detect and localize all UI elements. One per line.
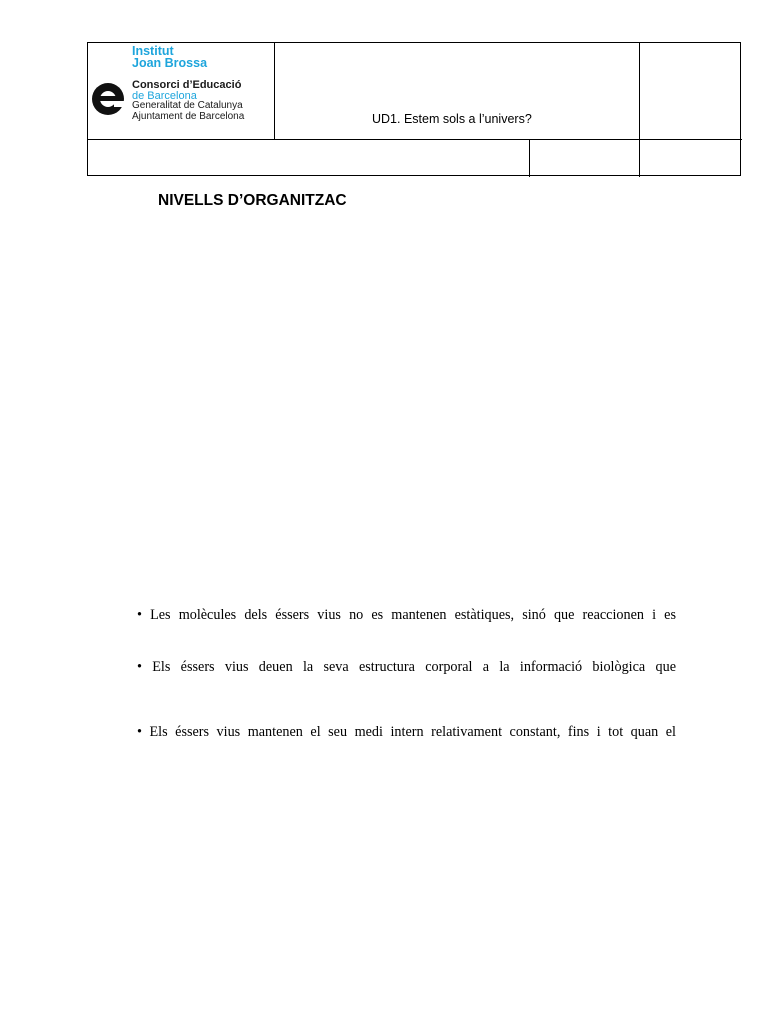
bullet-item: • Els éssers vius deuen la seva estructura corporal a la informació biològica que: [137, 659, 676, 675]
logo-consorci-line1: Consorci d’Educació: [132, 79, 242, 91]
consorci-e-icon: [90, 81, 126, 117]
logo-generalitat: Generalitat de Catalunya: [132, 100, 243, 111]
logo-consorci-line2: de Barcelona: [132, 89, 197, 102]
logo-ajuntament: Ajuntament de Barcelona: [132, 110, 245, 122]
logo-institute-line2: Joan Brossa: [132, 56, 208, 70]
divider: [88, 139, 742, 140]
bullet-item: • Les molècules dels éssers vius no es mantenen estàtiques, sinó que reaccionen i es: [137, 607, 676, 623]
divider: [529, 139, 530, 177]
section-title: NIVELLS D’ORGANITZAC: [158, 192, 347, 209]
divider: [639, 43, 640, 177]
logo-institute-line1: Institut: [132, 44, 174, 58]
divider: [274, 43, 275, 139]
school-logo: [90, 45, 270, 135]
unit-title: UD1. Estem sols a l’univers?: [372, 112, 532, 126]
bullet-item: • Els éssers vius mantenen el seu medi intern relativament constant, fins i tot quan el: [137, 724, 676, 740]
document-header-table: [87, 42, 741, 176]
